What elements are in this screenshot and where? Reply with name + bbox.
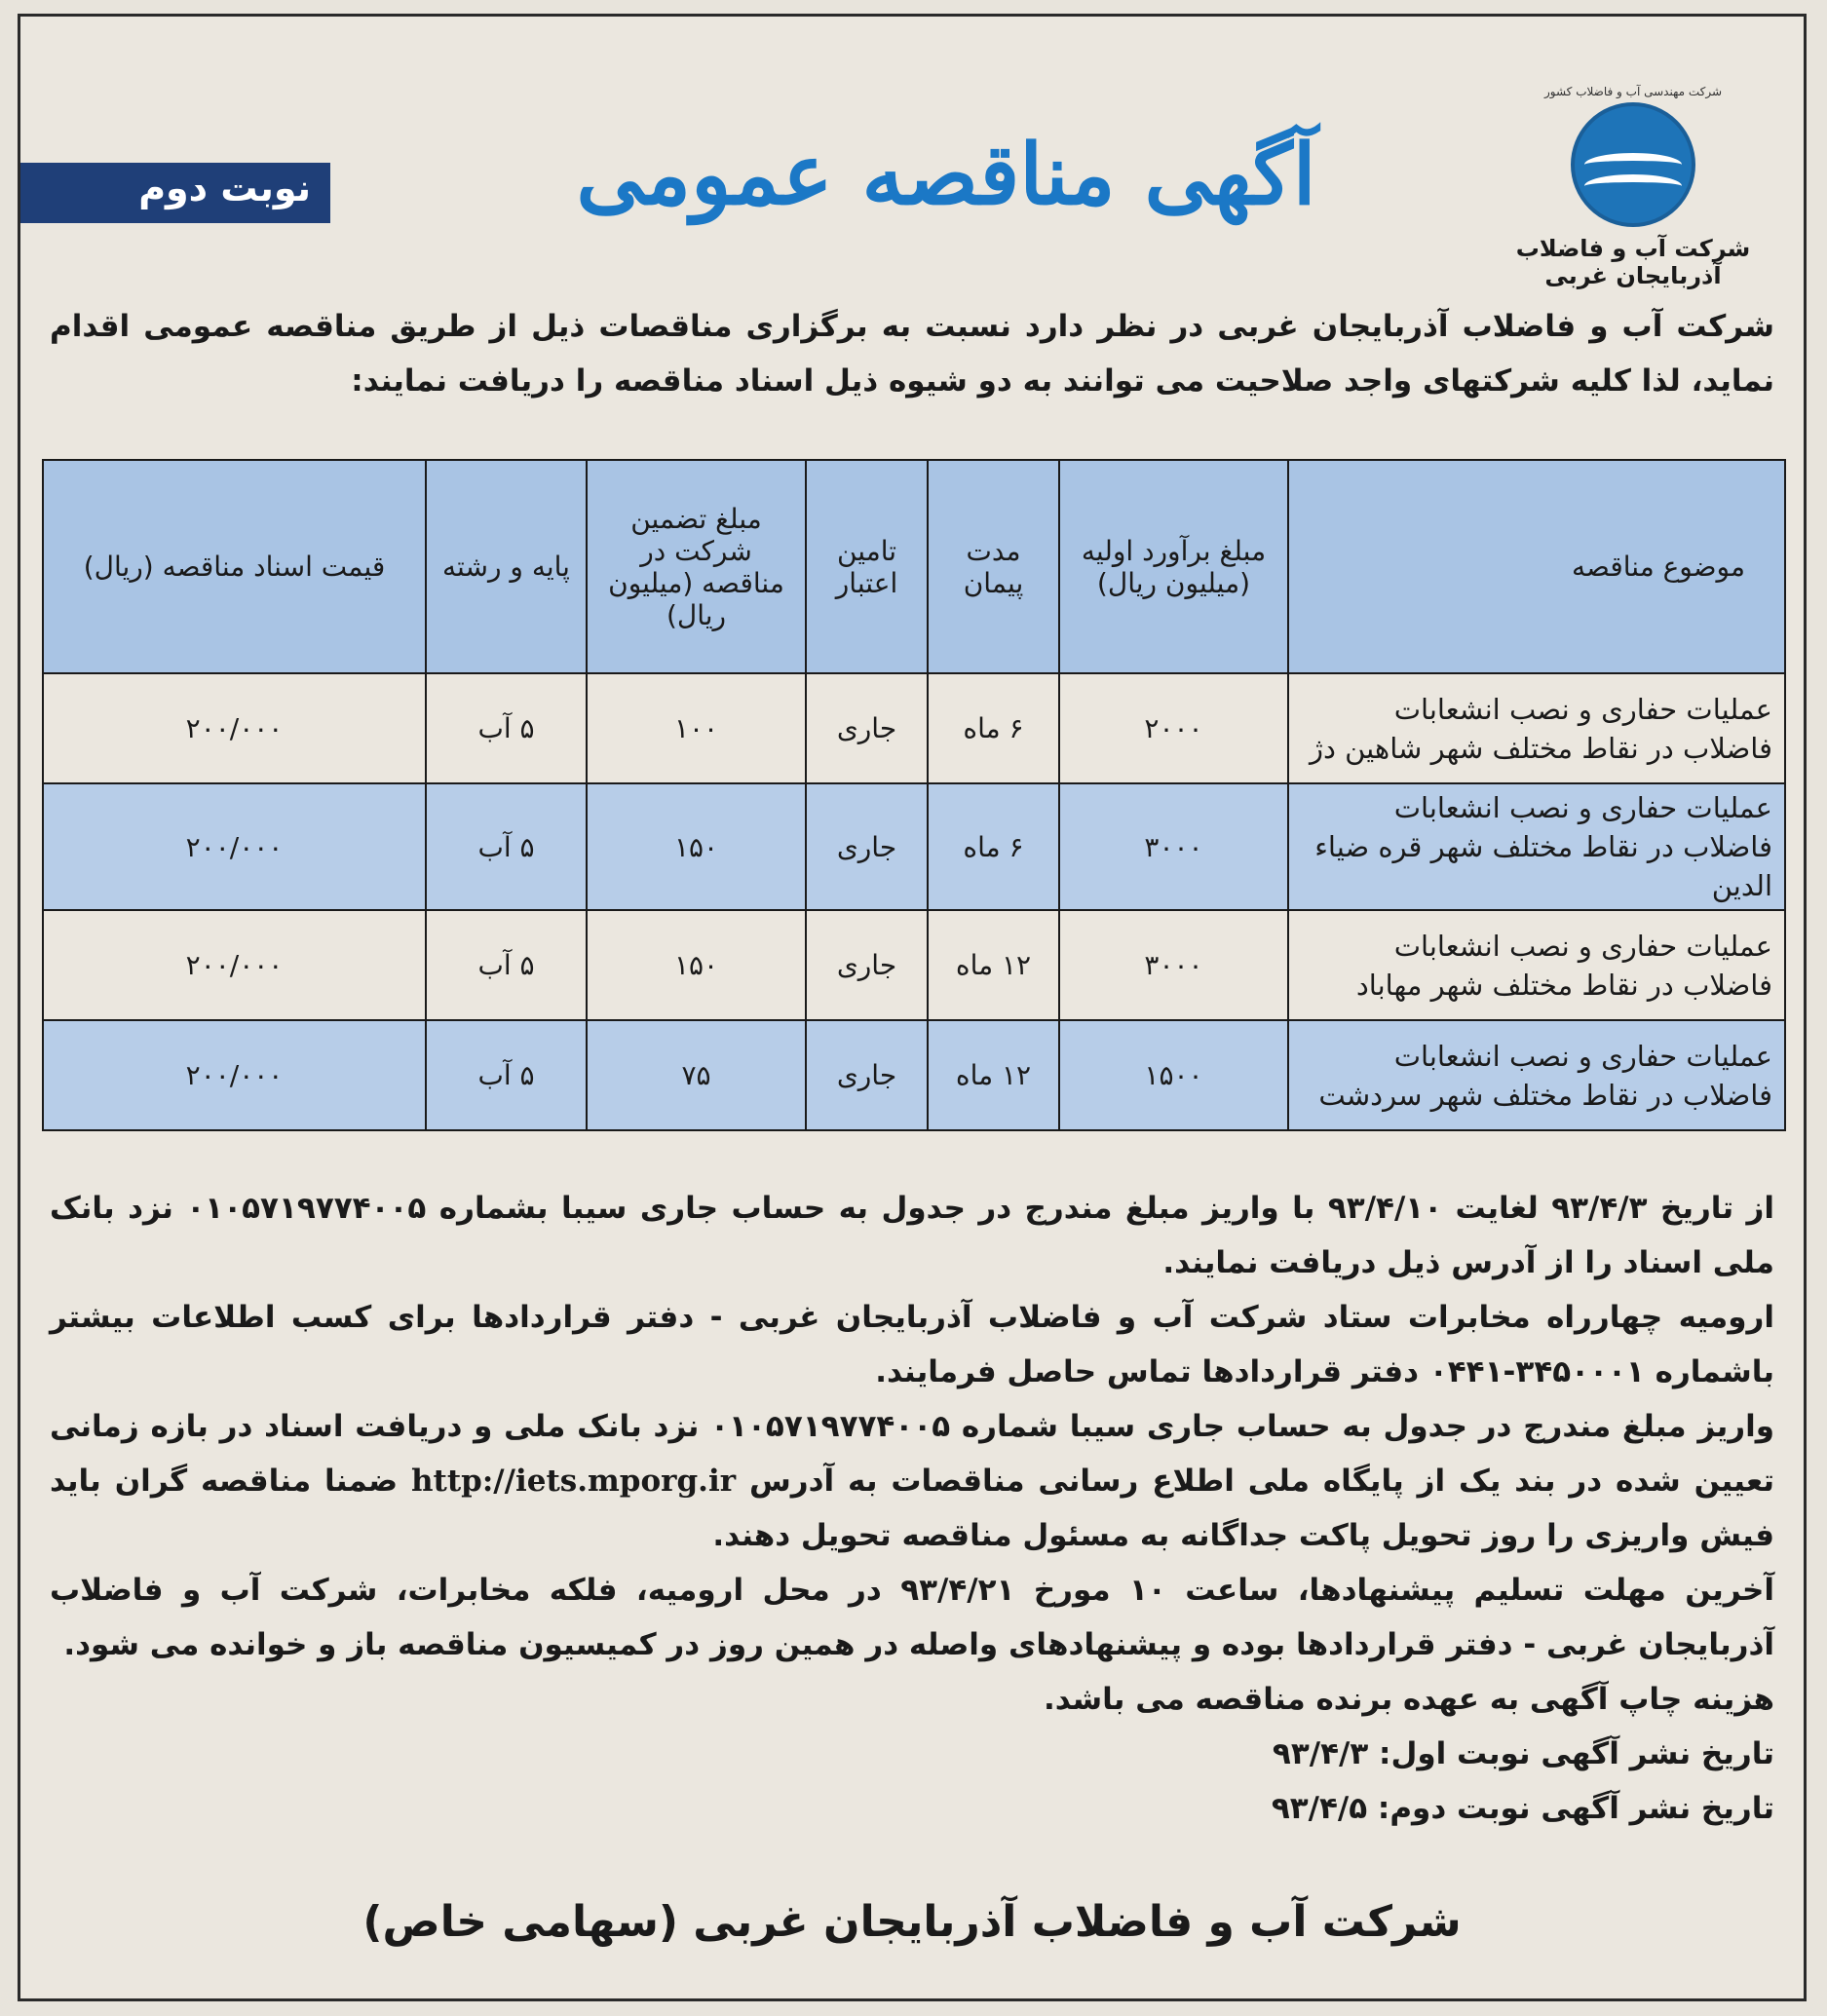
cell-estimate: ۱۵۰۰: [1059, 1020, 1288, 1130]
tender-notice: [18, 14, 1807, 2001]
paragraph-online-download: [50, 1399, 1774, 1563]
cell-duration: ۶ ماه: [928, 783, 1059, 910]
cell-funding: جاری: [806, 673, 928, 783]
paragraph-document-dates: از تاریخ ۹۳/۴/۳ لغایت ۹۳/۴/۱۰ با واریز مبلغ مندرج در جدول به حساب جاری سیبا بشماره ۰۱۰۵۷۱۹۷۷۴۰۰۵ نزد بانک ملی اسناد را از آدرس ذیل دریافت نمایند.: [50, 1191, 1774, 1280]
header-doc-price: قیمت اسناد مناقصه (ریال): [43, 460, 426, 673]
header-subject: موضوع مناقصه: [1288, 460, 1785, 673]
header: [20, 17, 1804, 289]
table-row: [43, 1020, 1785, 1130]
logo-caption: شرکت آب و فاضلاب آذربایجان غربی: [1515, 235, 1751, 289]
cell-funding: جاری: [806, 910, 928, 1020]
page-title: آگهی مناقصه عمومی: [576, 126, 1316, 224]
cell-subject: عملیات حفاری و نصب انشعابات فاضلاب در نقاط مختلف شهر قره ضیاء الدین: [1288, 783, 1785, 910]
cell-grade: ۵ آب: [426, 783, 587, 910]
cell-estimate: ۳۰۰۰: [1059, 910, 1288, 1020]
header-grade: پایه و رشته: [426, 460, 587, 673]
paragraph-cost: هزینه چاپ آگهی به عهده برنده مناقصه می باشد.: [1043, 1682, 1774, 1717]
intro-paragraph: شرکت آب و فاضلاب آذربایجان غربی در نظر دارد نسبت به برگزاری مناقصات ذیل از طریق مناقصه عمومی اقدام نماید، لذا کلیه شرکتهای واجد صلاحیت می توانند به دو شیوه ذیل اسناد مناقصه را دریافت نمایند:: [50, 309, 1774, 399]
header-duration: مدت پیمان: [928, 460, 1059, 673]
cell-guarantee: ۱۵۰: [587, 910, 806, 1020]
paragraph-online-download-end: ضمنا مناقصه گران باید فیش واریزی را روز تحویل پاکت جداگانه به مسئول مناقصه تحویل دهند.: [50, 1464, 1774, 1553]
paragraph-deadline: آخرین مهلت تسلیم پیشنهادها، ساعت ۱۰ مورخ ۹۳/۴/۲۱ در محل ارومیه، فلکه مخابرات، شرکت آب و فاضلاب آذربایجان غربی - دفتر قراردادها بوده و پیشنهادهای واصله در همین روز در کمیسیون مناقصه باز و خوانده می شود.: [50, 1573, 1774, 1662]
cell-subject: عملیات حفاری و نصب انشعابات فاضلاب در نقاط مختلف شهر شاهین دژ: [1288, 673, 1785, 783]
table-row: [43, 673, 1785, 783]
cell-guarantee: ۱۰۰: [587, 673, 806, 783]
cell-duration: ۱۲ ماه: [928, 1020, 1059, 1130]
cell-funding: جاری: [806, 783, 928, 910]
table-row: [43, 783, 1785, 910]
header-guarantee: مبلغ تضمین شرکت در مناقصه (میلیون ریال): [587, 460, 806, 673]
company-logo-block: [1502, 85, 1765, 289]
body-text: [50, 1181, 1774, 1836]
cell-grade: ۵ آب: [426, 673, 587, 783]
footer-company-name: شرکت آب و فاضلاب آذربایجان غربی (سهامی خاص): [362, 1897, 1462, 1947]
cell-guarantee: ۷۵: [587, 1020, 806, 1130]
cell-doc-price: ۲۰۰/۰۰۰: [43, 910, 426, 1020]
cell-estimate: ۳۰۰۰: [1059, 783, 1288, 910]
cell-grade: ۵ آب: [426, 910, 587, 1020]
cell-subject: عملیات حفاری و نصب انشعابات فاضلاب در نقاط مختلف شهر مهاباد: [1288, 910, 1785, 1020]
cell-estimate: ۲۰۰۰: [1059, 673, 1288, 783]
turn-badge: نوبت دوم: [20, 163, 330, 223]
header-funding: تامین اعتبار: [806, 460, 928, 673]
tender-portal-link[interactable]: http://iets.mporg.ir: [411, 1464, 737, 1499]
tender-table: [42, 459, 1786, 1131]
cell-doc-price: ۲۰۰/۰۰۰: [43, 783, 426, 910]
cell-subject: عملیات حفاری و نصب انشعابات فاضلاب در نقاط مختلف شهر سردشت: [1288, 1020, 1785, 1130]
logo-arc-text: شرکت مهندسی آب و فاضلاب کشور: [1543, 85, 1723, 98]
header-estimate: مبلغ برآورد اولیه (میلیون ریال): [1059, 460, 1288, 673]
first-publication-date: تاریخ نشر آگهی نوبت اول: ۹۳/۴/۳: [1272, 1736, 1774, 1771]
paragraph-online-download-start: واریز مبلغ مندرج در جدول به حساب جاری سیبا شماره ۰۱۰۵۷۱۹۷۷۴۰۰۵ نزد بانک ملی و دریافت اسناد در بازه زمانی تعیین شده در بند یک از پایگاه ملی اطلاع رسانی مناقصات به آدرس: [50, 1409, 1775, 1499]
cell-guarantee: ۱۵۰: [587, 783, 806, 910]
cell-duration: ۱۲ ماه: [928, 910, 1059, 1020]
cell-doc-price: ۲۰۰/۰۰۰: [43, 1020, 426, 1130]
table-header-row: [43, 460, 1785, 673]
second-publication-date: تاریخ نشر آگهی نوبت دوم: ۹۳/۴/۵: [1271, 1791, 1774, 1826]
cell-doc-price: ۲۰۰/۰۰۰: [43, 673, 426, 783]
water-drop-logo-icon: [1571, 102, 1695, 227]
paragraph-address: ارومیه چهارراه مخابرات ستاد شرکت آب و فاضلاب آذربایجان غربی - دفتر قراردادها برای کسب اطلاعات بیشتر باشماره ۳۴۵۰۰۰۱-۰۴۴۱ دفتر قراردادها تماس حاصل فرمایند.: [50, 1300, 1774, 1389]
cell-funding: جاری: [806, 1020, 928, 1130]
table-row: [43, 910, 1785, 1020]
cell-duration: ۶ ماه: [928, 673, 1059, 783]
cell-grade: ۵ آب: [426, 1020, 587, 1130]
